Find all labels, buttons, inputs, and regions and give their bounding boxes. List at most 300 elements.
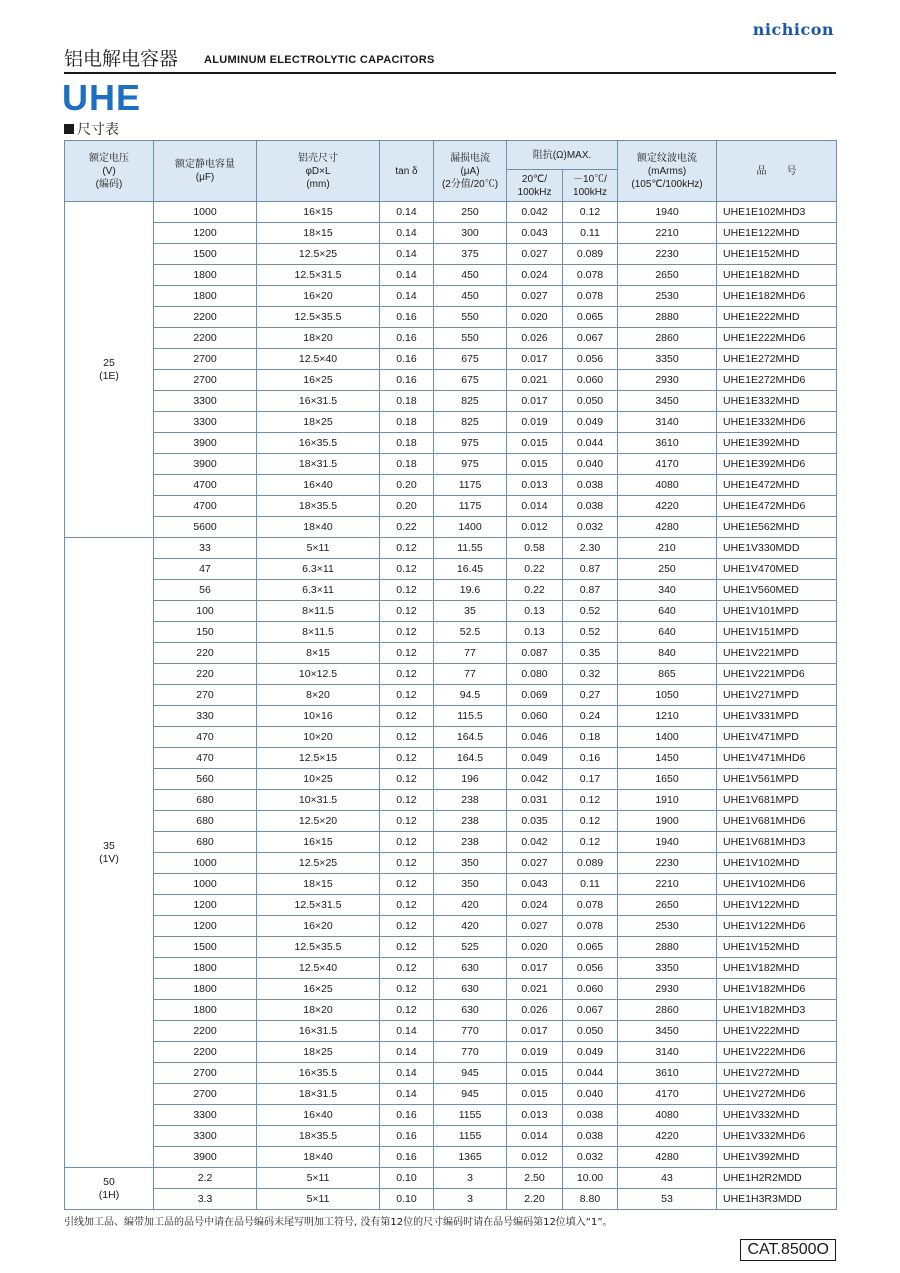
header-ripple [618,141,717,202]
part-number-cell: UHE1E392MHD [717,433,837,454]
capacitance-cell: 1200 [154,223,257,244]
ripple-cell: 43 [618,1168,717,1189]
voltage-label: 35 [103,839,115,852]
case-size-cell: 5×11 [257,538,380,559]
leakage-cell: 11.55 [434,538,507,559]
imp-20c-cell: 0.049 [507,748,563,769]
table-row [65,895,837,916]
table-row [65,958,837,979]
case-size-cell: 8×15 [257,643,380,664]
leakage-cell: 250 [434,202,507,223]
case-size-cell: 18×15 [257,874,380,895]
table-row [65,475,837,496]
voltage-label: (1V) [99,852,119,865]
case-size-cell: 10×25 [257,769,380,790]
table-row [65,601,837,622]
header-line: 额定纹波电流 [637,152,697,164]
ripple-cell: 2880 [618,307,717,328]
tan-delta-cell: 0.12 [380,706,434,727]
header-line: (mArms) [647,165,687,177]
case-size-cell: 16×20 [257,286,380,307]
capacitance-cell: 2200 [154,307,257,328]
part-number-cell: UHE1V182MHD6 [717,979,837,1000]
header-line: 额定静电容量 [175,159,235,170]
part-number-cell: UHE1H2R2MDD [717,1168,837,1189]
imp-20c-cell: 0.020 [507,937,563,958]
imp-m10c-cell: 0.067 [563,1000,618,1021]
imp-20c-cell: 0.017 [507,1021,563,1042]
table-row [65,853,837,874]
imp-20c-cell: 0.027 [507,853,563,874]
part-number-cell: UHE1V272MHD [717,1063,837,1084]
tan-delta-cell: 0.12 [380,853,434,874]
tan-delta-cell: 0.10 [380,1189,434,1210]
table-body [65,202,837,1210]
tan-delta-cell: 0.12 [380,643,434,664]
table-row [65,1147,837,1168]
case-size-cell: 6.3×11 [257,580,380,601]
leakage-cell: 1155 [434,1105,507,1126]
ripple-cell: 4170 [618,1084,717,1105]
capacitance-cell: 680 [154,790,257,811]
ripple-cell: 210 [618,538,717,559]
capacitance-cell: 220 [154,664,257,685]
ripple-cell: 2930 [618,370,717,391]
table-row [65,454,837,475]
case-size-cell: 10×31.5 [257,790,380,811]
imp-m10c-cell: 0.089 [563,244,618,265]
header-line: －10℃/ [573,173,607,185]
leakage-cell: 945 [434,1063,507,1084]
ripple-cell: 2230 [618,244,717,265]
imp-m10c-cell: 0.35 [563,643,618,664]
leakage-cell: 675 [434,370,507,391]
leakage-cell: 450 [434,286,507,307]
leakage-cell: 238 [434,790,507,811]
header-leakage [434,141,507,202]
tan-delta-cell: 0.12 [380,580,434,601]
leakage-cell: 77 [434,643,507,664]
imp-m10c-cell: 0.038 [563,496,618,517]
part-number-cell: UHE1V222MHD [717,1021,837,1042]
imp-m10c-cell: 0.12 [563,202,618,223]
capacitance-cell: 1000 [154,874,257,895]
voltage-cell [65,1168,154,1210]
capacitance-cell: 2200 [154,328,257,349]
part-number-cell: UHE1V122MHD6 [717,916,837,937]
ripple-cell: 3610 [618,433,717,454]
case-size-cell: 16×15 [257,202,380,223]
table-row [65,559,837,580]
capacitance-cell: 680 [154,832,257,853]
part-number-cell: UHE1V102MHD [717,853,837,874]
ripple-cell: 2530 [618,916,717,937]
part-number-cell: UHE1V471MPD [717,727,837,748]
imp-20c-cell: 0.012 [507,517,563,538]
imp-20c-cell: 0.017 [507,958,563,979]
imp-m10c-cell: 0.032 [563,1147,618,1168]
imp-20c-cell: 0.020 [507,307,563,328]
case-size-cell: 12.5×31.5 [257,265,380,286]
capacitance-cell: 1800 [154,286,257,307]
table-row [65,433,837,454]
case-size-cell: 18×31.5 [257,454,380,475]
table-row [65,1021,837,1042]
imp-20c-cell: 0.014 [507,1126,563,1147]
case-size-cell: 16×31.5 [257,1021,380,1042]
header-line: tan δ [395,165,418,177]
imp-20c-cell: 0.027 [507,916,563,937]
table-row [65,391,837,412]
imp-m10c-cell: 0.11 [563,223,618,244]
part-number-cell: UHE1E332MHD6 [717,412,837,433]
table-row [65,769,837,790]
case-size-cell: 16×15 [257,832,380,853]
imp-m10c-cell: 0.078 [563,916,618,937]
part-number-cell: UHE1E222MHD6 [717,328,837,349]
case-size-cell: 18×20 [257,328,380,349]
tan-delta-cell: 0.16 [380,1126,434,1147]
voltage-cell [65,202,154,538]
part-number-cell: UHE1V561MPD [717,769,837,790]
case-size-cell: 5×11 [257,1189,380,1210]
leakage-cell: 77 [434,664,507,685]
header-line: 额定电压 [89,152,129,164]
capacitance-cell: 1200 [154,895,257,916]
capacitance-cell: 100 [154,601,257,622]
case-size-cell: 18×15 [257,223,380,244]
capacitance-cell: 150 [154,622,257,643]
imp-m10c-cell: 0.27 [563,685,618,706]
capacitance-cell: 47 [154,559,257,580]
table-row [65,307,837,328]
table-row [65,916,837,937]
imp-m10c-cell: 0.032 [563,517,618,538]
ripple-cell: 4080 [618,1105,717,1126]
case-size-cell: 16×40 [257,1105,380,1126]
tan-delta-cell: 0.12 [380,811,434,832]
case-size-cell: 12.5×25 [257,853,380,874]
ripple-cell: 2880 [618,937,717,958]
table-row [65,874,837,895]
case-size-cell: 10×20 [257,727,380,748]
page-title-cn: 铝电解电容器 [64,48,179,70]
part-number-cell: UHE1E392MHD6 [717,454,837,475]
leakage-cell: 420 [434,895,507,916]
part-number-cell: UHE1E182MHD6 [717,286,837,307]
tan-delta-cell: 0.14 [380,244,434,265]
imp-m10c-cell: 0.040 [563,454,618,475]
leakage-cell: 3 [434,1168,507,1189]
imp-m10c-cell: 0.050 [563,1021,618,1042]
imp-m10c-cell: 0.12 [563,790,618,811]
case-size-cell: 8×11.5 [257,622,380,643]
case-size-cell: 8×11.5 [257,601,380,622]
leakage-cell: 770 [434,1042,507,1063]
imp-20c-cell: 0.013 [507,1105,563,1126]
imp-20c-cell: 0.043 [507,223,563,244]
capacitance-cell: 470 [154,748,257,769]
brand-logo: nichicon [752,20,834,39]
capacitance-cell: 3900 [154,433,257,454]
voltage-label: 25 [103,356,115,369]
case-size-cell: 6.3×11 [257,559,380,580]
page-title-bar [64,44,836,74]
tan-delta-cell: 0.14 [380,286,434,307]
ripple-cell: 3350 [618,349,717,370]
leakage-cell: 825 [434,391,507,412]
tan-delta-cell: 0.14 [380,1084,434,1105]
imp-20c-cell: 0.080 [507,664,563,685]
part-number-cell: UHE1V101MPD [717,601,837,622]
imp-m10c-cell: 0.067 [563,328,618,349]
case-size-cell: 18×35.5 [257,496,380,517]
header-impedance [507,141,618,170]
ripple-cell: 3140 [618,412,717,433]
leakage-cell: 52.5 [434,622,507,643]
tan-delta-cell: 0.12 [380,916,434,937]
capacitance-cell: 2200 [154,1042,257,1063]
imp-m10c-cell: 0.038 [563,1105,618,1126]
imp-m10c-cell: 0.18 [563,727,618,748]
part-number-cell: UHE1V152MHD [717,937,837,958]
tan-delta-cell: 0.16 [380,328,434,349]
imp-m10c-cell: 0.065 [563,937,618,958]
leakage-cell: 238 [434,811,507,832]
leakage-cell: 164.5 [434,727,507,748]
header-line: (105℃/100kHz) [631,178,703,190]
leakage-cell: 375 [434,244,507,265]
tan-delta-cell: 0.12 [380,1000,434,1021]
leakage-cell: 825 [434,412,507,433]
imp-m10c-cell: 0.12 [563,832,618,853]
imp-m10c-cell: 0.065 [563,307,618,328]
table-row [65,538,837,559]
capacitance-cell: 2700 [154,370,257,391]
table-row [65,1000,837,1021]
ripple-cell: 1910 [618,790,717,811]
capacitance-cell: 3300 [154,1105,257,1126]
tan-delta-cell: 0.12 [380,979,434,1000]
table-row [65,349,837,370]
header-line: (mm) [306,178,330,190]
imp-m10c-cell: 0.049 [563,1042,618,1063]
imp-m10c-cell: 0.078 [563,265,618,286]
header-line: (μA) [460,165,480,177]
case-size-cell: 18×31.5 [257,1084,380,1105]
imp-m10c-cell: 0.056 [563,349,618,370]
imp-20c-cell: 0.042 [507,769,563,790]
imp-20c-cell: 2.20 [507,1189,563,1210]
table-row [65,496,837,517]
imp-m10c-cell: 0.038 [563,1126,618,1147]
imp-20c-cell: 0.042 [507,202,563,223]
header-line: (μF) [195,172,215,183]
ripple-cell: 2650 [618,265,717,286]
part-number-cell: UHE1E222MHD [717,307,837,328]
table-row [65,1168,837,1189]
capacitance-cell: 680 [154,811,257,832]
table-row [65,328,837,349]
capacitance-cell: 2200 [154,1021,257,1042]
capacitance-cell: 2700 [154,1063,257,1084]
capacitance-cell: 1800 [154,265,257,286]
tan-delta-cell: 0.14 [380,1063,434,1084]
imp-m10c-cell: 0.040 [563,1084,618,1105]
leakage-cell: 630 [434,958,507,979]
part-number-cell: UHE1V330MDD [717,538,837,559]
ripple-cell: 3450 [618,391,717,412]
imp-m10c-cell: 0.32 [563,664,618,685]
imp-20c-cell: 0.021 [507,979,563,1000]
tan-delta-cell: 0.12 [380,832,434,853]
imp-m10c-cell: 0.078 [563,895,618,916]
capacitance-cell: 3900 [154,454,257,475]
tan-delta-cell: 0.16 [380,349,434,370]
tan-delta-cell: 0.18 [380,391,434,412]
ripple-cell: 1050 [618,685,717,706]
ripple-cell: 4280 [618,1147,717,1168]
case-size-cell: 18×40 [257,1147,380,1168]
ripple-cell: 250 [618,559,717,580]
header-line: 铝壳尺寸 [298,152,338,164]
ripple-cell: 4080 [618,475,717,496]
imp-m10c-cell: 0.11 [563,874,618,895]
leakage-cell: 550 [434,307,507,328]
ripple-cell: 53 [618,1189,717,1210]
part-number-cell: UHE1V272MHD6 [717,1084,837,1105]
case-size-cell: 16×25 [257,370,380,391]
ripple-cell: 1650 [618,769,717,790]
imp-m10c-cell: 0.089 [563,853,618,874]
case-size-cell: 18×20 [257,1000,380,1021]
tan-delta-cell: 0.12 [380,727,434,748]
imp-20c-cell: 0.013 [507,475,563,496]
table-row [65,706,837,727]
header-tan-delta [380,141,434,202]
imp-20c-cell: 0.027 [507,244,563,265]
capacitance-cell: 1000 [154,202,257,223]
header-line: 漏损电流 [450,152,490,164]
tan-delta-cell: 0.10 [380,1168,434,1189]
leakage-cell: 975 [434,454,507,475]
tan-delta-cell: 0.12 [380,622,434,643]
leakage-cell: 350 [434,874,507,895]
voltage-cell [65,538,154,1168]
part-number-cell: UHE1V471MHD6 [717,748,837,769]
capacitance-cell: 1800 [154,1000,257,1021]
ripple-cell: 4220 [618,496,717,517]
page-title-en: ALUMINUM ELECTROLYTIC CAPACITORS [204,54,435,66]
table-row [65,979,837,1000]
tan-delta-cell: 0.18 [380,454,434,475]
tan-delta-cell: 0.20 [380,475,434,496]
imp-20c-cell: 0.027 [507,286,563,307]
ripple-cell: 4220 [618,1126,717,1147]
capacitance-cell: 3900 [154,1147,257,1168]
tan-delta-cell: 0.12 [380,937,434,958]
ripple-cell: 2930 [618,979,717,1000]
capacitance-cell: 4700 [154,475,257,496]
header-line: (编码) [95,178,123,190]
part-number-cell: UHE1V182MHD3 [717,1000,837,1021]
table-row [65,286,837,307]
part-number-cell: UHE1E472MHD [717,475,837,496]
case-size-cell: 12.5×20 [257,811,380,832]
imp-20c-cell: 0.13 [507,601,563,622]
leakage-cell: 675 [434,349,507,370]
imp-20c-cell: 0.015 [507,454,563,475]
header-line: (2分值/20℃) [441,178,499,190]
ripple-cell: 4280 [618,517,717,538]
capacitance-cell: 3300 [154,1126,257,1147]
capacitance-cell: 1000 [154,853,257,874]
leakage-cell: 350 [434,853,507,874]
leakage-cell: 164.5 [434,748,507,769]
ripple-cell: 2530 [618,286,717,307]
ripple-cell: 1940 [618,832,717,853]
imp-m10c-cell: 8.80 [563,1189,618,1210]
tan-delta-cell: 0.12 [380,958,434,979]
ripple-cell: 2230 [618,853,717,874]
imp-20c-cell: 0.019 [507,412,563,433]
part-number-cell: UHE1E332MHD [717,391,837,412]
imp-m10c-cell: 0.038 [563,475,618,496]
leakage-cell: 630 [434,979,507,1000]
case-size-cell: 12.5×25 [257,244,380,265]
imp-20c-cell: 0.019 [507,1042,563,1063]
tan-delta-cell: 0.12 [380,874,434,895]
tan-delta-cell: 0.20 [380,496,434,517]
table-row [65,1084,837,1105]
ripple-cell: 640 [618,622,717,643]
imp-20c-cell: 0.58 [507,538,563,559]
capacitance-cell: 56 [154,580,257,601]
ripple-cell: 1210 [618,706,717,727]
imp-20c-cell: 0.026 [507,328,563,349]
imp-20c-cell: 0.015 [507,1063,563,1084]
ripple-cell: 840 [618,643,717,664]
tan-delta-cell: 0.14 [380,223,434,244]
part-number-cell: UHE1V332MHD [717,1105,837,1126]
imp-20c-cell: 0.22 [507,580,563,601]
leakage-cell: 3 [434,1189,507,1210]
tan-delta-cell: 0.12 [380,790,434,811]
part-number-cell: UHE1E272MHD6 [717,370,837,391]
ripple-cell: 2210 [618,874,717,895]
ripple-cell: 865 [618,664,717,685]
leakage-cell: 115.5 [434,706,507,727]
ripple-cell: 1900 [618,811,717,832]
voltage-label: (1H) [98,1188,120,1201]
case-size-cell: 18×35.5 [257,1126,380,1147]
imp-m10c-cell: 0.52 [563,622,618,643]
capacitance-cell: 2700 [154,1084,257,1105]
capacitance-cell: 33 [154,538,257,559]
imp-20c-cell: 0.043 [507,874,563,895]
capacitance-cell: 5600 [154,517,257,538]
case-size-cell: 18×25 [257,412,380,433]
imp-20c-cell: 0.22 [507,559,563,580]
capacitance-cell: 3.3 [154,1189,257,1210]
header-case-size [257,141,380,202]
case-size-cell: 16×25 [257,979,380,1000]
part-number-cell: UHE1V151MPD [717,622,837,643]
capacitance-cell: 1800 [154,979,257,1000]
table-row [65,244,837,265]
table-row [65,265,837,286]
tan-delta-cell: 0.12 [380,895,434,916]
